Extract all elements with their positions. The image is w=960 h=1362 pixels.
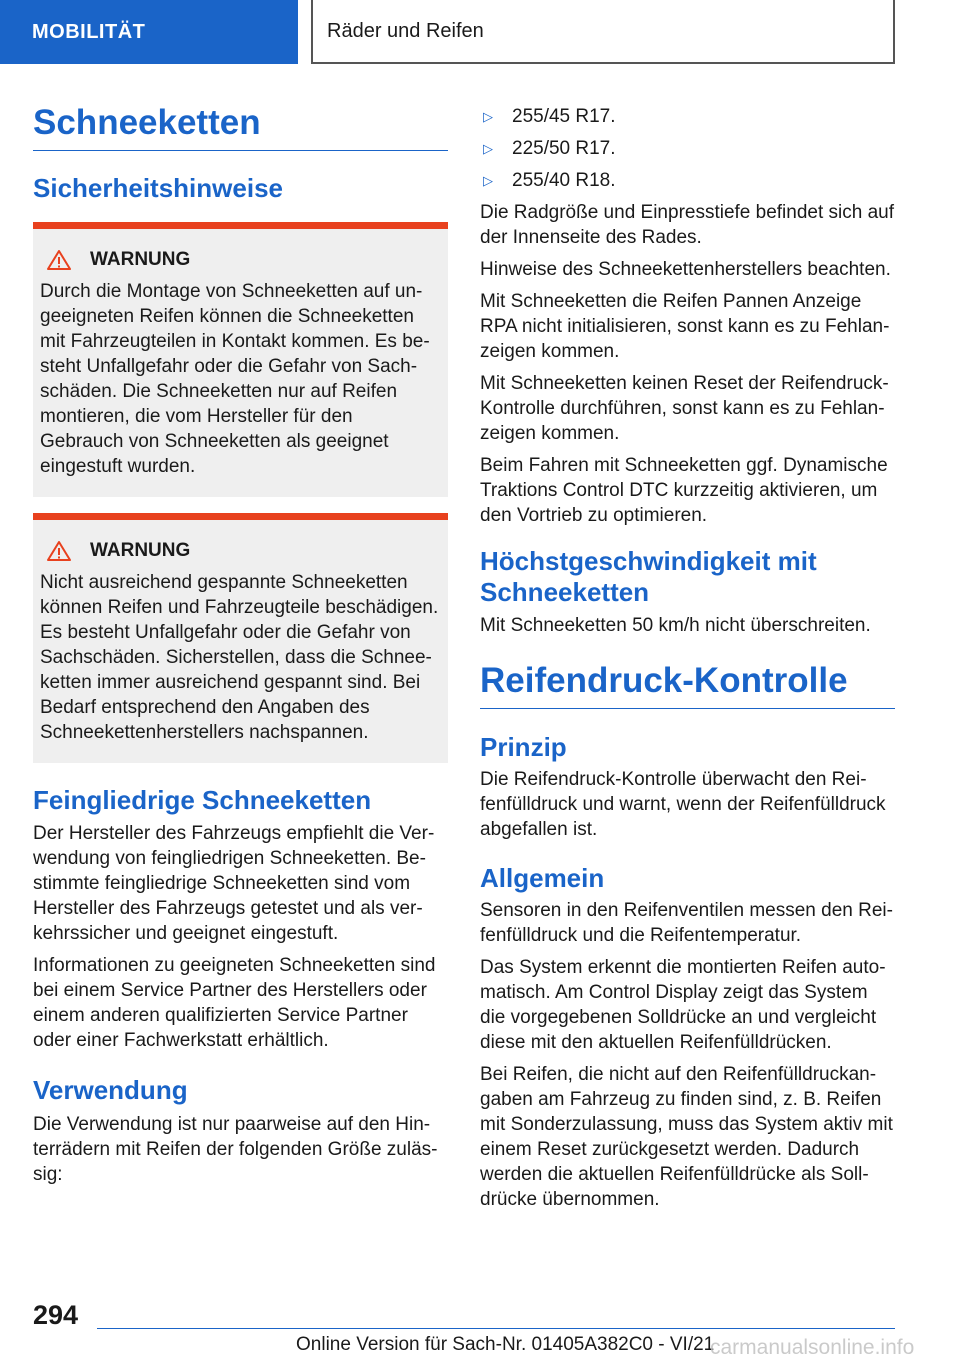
max-speed-paragraph: Mit Schneeketten 50 km/h nicht überschreiten. [480,615,871,637]
section-tab [0,0,298,64]
fine-chains-paragraph-1: Der Hersteller des Fahrzeugs empfiehlt die Verwendung von feingliedrigen Schneeketten. Bestimmte feingliedrige Schneeketten sind vom Hersteller des Fahrzeugs getestet und als verkehrssicher und geeignet eingestuft. [33,823,435,945]
warning-box-2 [33,513,448,763]
rdc-section-title: Reifendruck-Kontrolle [480,660,895,709]
warning-box-1 [33,222,448,497]
watermark: carmanualsonline.info [710,1336,915,1359]
warning-text: Durch die Montage von Schneeketten auf ungeeigneten Reifen können die Schneeketten mit Fahrzeugteilen in Kontakt kommen. Es besteht Unfallgefahr oder die Gefahr von Sachschäden. Die Schneeketten nur auf Reifen montieren, die vom Hersteller für den Gebrauch von Schneeketten als geeignet eingestuft wurden. [40,280,430,477]
bullet-triangle-icon: ▷ [483,141,493,156]
warning-triangle-icon [46,540,72,562]
bullet-triangle-icon: ▷ [483,109,493,124]
general-heading: Allgemein [480,863,605,894]
rdc-reset-paragraph: Mit Schneeketten keinen Reset der Reifendruck-Kontrolle durchführen, sonst kann es zu Fehlanzeigen kommen. [480,373,889,444]
rpa-paragraph: Mit Schneeketten die Reifen Pannen Anzeige RPA nicht initialisieren, sonst kann es zu Fehlanzeigen kommen. [480,291,890,362]
fine-chains-heading: Feingliedrige Schneeketten [33,784,372,815]
footer-text: Online Version für Sach-Nr. 01405A382C0 - VI/21 [296,1334,715,1355]
general-paragraph-1: Sensoren in den Reifenventilen messen den Reifenfülldruck und die Reifentemperatur. [480,900,893,947]
footer-divider [97,1328,895,1329]
warning-text: Nicht ausreichend gespannte Schneeketten können Reifen und Fahrzeugteile beschädigen. Es besteht Unfallgefahr oder die Gefahr von Sachschäden. Sicherstellen, dass die Schneeketten immer ausreichend gespannt sind. Bei Bedarf entsprechend den Angaben des Schneekettenherstellers nachspannen. [40,571,439,743]
page-number: 294 [33,1300,79,1330]
principle-heading: Prinzip [480,732,567,763]
warning-label: WARNUNG [90,539,191,561]
tire-size-list [480,104,895,193]
section-label: MOBILITÄT [32,20,146,43]
max-speed-heading: Höchstgeschwindigkeit mit Schneeketten [480,546,817,607]
general-paragraph-3: Bei Reifen, die nicht auf den Reifenfülldruckangaben am Fahrzeug zu finden sind, z. B. Reifen mit Sonderzulassung, muss das System aktiv mit einem Reset zurückgesetzt werden. Dadurch werden die aktuellen Reifenfülldrücke als Solldrücke übernommen. [480,1064,893,1211]
chapter-label: Räder und Reifen [327,19,484,42]
manufacturer-note-paragraph: Hinweise des Schneekettenherstellers beachten. [480,259,891,280]
list-item: ▷ 255/45 R17. [480,104,895,129]
warning-header [40,249,441,271]
general-paragraph-2: Das System erkennt die montierten Reifen automatisch. Am Control Display zeigt das System die vorgegebenen Solldrücke an und vergleicht diese mit den aktuellen Reifenfülldrücken. [480,957,886,1054]
fine-chains-paragraph-2: Informationen zu geeigneten Schneeketten sind bei einem Service Partner des Herstellers oder einem anderen qualifizierten Service Partner oder einer Fachwerkstatt erhältlich. [33,955,436,1052]
safety-heading: Sicherheitshinweise [33,173,283,203]
list-item: ▷ 255/40 R18. [480,168,895,193]
warning-header [40,540,441,562]
right-column [480,104,895,1219]
bullet-triangle-icon: ▷ [483,173,493,188]
list-item: ▷ 225/50 R17. [480,136,895,161]
dtc-paragraph: Beim Fahren mit Schneeketten ggf. Dynamische Traktions Control DTC kurzzeitig aktivieren, um den Vortrieb zu optimieren. [480,455,888,526]
warning-label: WARNUNG [90,248,191,270]
warning-triangle-icon [46,249,72,271]
page-title: Schneeketten [33,102,448,151]
usage-paragraph: Die Verwendung ist nur paarweise auf den Hinterrädern mit Reifen der folgenden Größe zulässig: [33,1114,438,1186]
wheel-info-paragraph: Die Radgröße und Einpresstiefe befindet sich auf der Innenseite des Rades. [480,202,895,248]
left-column [33,92,448,1194]
chapter-header [311,0,895,64]
usage-heading: Verwendung [33,1075,188,1106]
principle-paragraph: Die Reifendruck-Kontrolle überwacht den Reifenfülldruck und warnt, wenn der Reifenfülldruck abgefallen ist. [480,769,886,841]
